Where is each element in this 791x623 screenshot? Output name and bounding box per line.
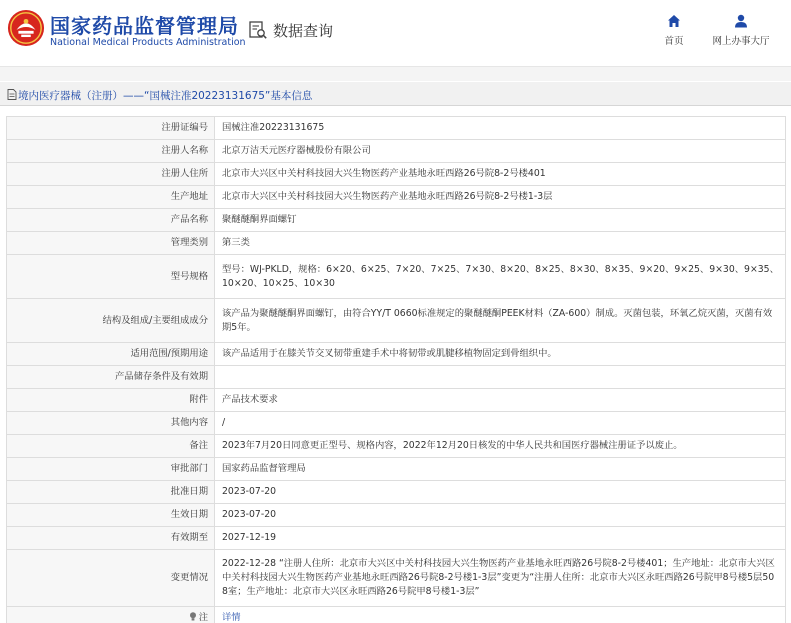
- row-label: 产品储存条件及有效期: [7, 366, 215, 389]
- table-row: [7, 607, 786, 623]
- row-value: 该产品为聚醚醚酮界面螺钉，由符合YY/T 0660标准规定的聚醚醚酮PEEK材料（ZA-600）制成。灭菌包装，环氧乙烷灭菌，灭菌有效期5年。: [215, 299, 786, 343]
- row-value: 北京市大兴区中关村科技园大兴生物医药产业基地永旺西路26号院8-2号楼1-3层: [215, 186, 786, 209]
- note-label-cell: [7, 607, 215, 623]
- row-label: 适用范围/预期用途: [7, 343, 215, 366]
- site-name-cn[interactable]: 国家药品监督管理局: [50, 14, 239, 38]
- row-value: 国械注准20223131675: [215, 117, 786, 140]
- table-row: [7, 163, 786, 186]
- row-label: 批准日期: [7, 481, 215, 504]
- record-title: 境内医疗器械（注册）——“国械注准20223131675”基本信息: [18, 90, 313, 102]
- user-icon: [734, 14, 748, 28]
- row-value: 2023-07-20: [215, 481, 786, 504]
- site-name-en[interactable]: National Medical Products Administration: [50, 37, 246, 48]
- row-value: 聚醚醚酮界面螺钉: [215, 209, 786, 232]
- row-value: 型号：WJ-PKLD，规格：6×20、6×25、7×20、7×25、7×30、8×20、8×25、8×30、8×35、9×20、9×25、9×30、9×35、10×20、10×25、10×30: [215, 255, 786, 299]
- gray-band: [0, 67, 791, 81]
- details-link[interactable]: 详情: [222, 612, 241, 623]
- table-row: [7, 299, 786, 343]
- row-label: 注册证编号: [7, 117, 215, 140]
- table-row: [7, 527, 786, 550]
- table-row: [7, 389, 786, 412]
- nmpa-emblem-icon[interactable]: [7, 9, 45, 47]
- table-row: [7, 255, 786, 299]
- device-info-table: [6, 116, 786, 623]
- row-value: 北京万洁天元医疗器械股份有限公司: [215, 140, 786, 163]
- table-row: [7, 412, 786, 435]
- row-value: 2027-12-19: [215, 527, 786, 550]
- row-value: 北京市大兴区中关村科技园大兴生物医药产业基地永旺西路26号院8-2号楼401: [215, 163, 786, 186]
- data-query-label: 数据查询: [273, 21, 334, 40]
- row-label: 审批部门: [7, 458, 215, 481]
- nav-home[interactable]: [662, 14, 686, 47]
- row-label: 生效日期: [7, 504, 215, 527]
- document-icon: [7, 89, 17, 100]
- row-label: 产品名称: [7, 209, 215, 232]
- row-label: 注册人名称: [7, 140, 215, 163]
- table-row: [7, 343, 786, 366]
- row-value: 国家药品监督管理局: [215, 458, 786, 481]
- nav-online-hall[interactable]: [708, 14, 774, 47]
- table-row: [7, 117, 786, 140]
- table-row: [7, 209, 786, 232]
- row-value: 2023年7月20日同意更正型号、规格内容，2022年12月20日核发的中华人民共和国医疗器械注册证予以废止。: [215, 435, 786, 458]
- search-document-icon: [248, 20, 268, 40]
- note-label: 注: [198, 612, 208, 623]
- row-label: 结构及组成/主要组成成分: [7, 299, 215, 343]
- note-value-cell: [215, 607, 786, 623]
- row-value: /: [215, 412, 786, 435]
- table-row: [7, 458, 786, 481]
- table-row: [7, 232, 786, 255]
- row-value: 该产品适用于在膝关节交叉韧带重建手术中将韧带或肌腱移植物固定到骨组织中。: [215, 343, 786, 366]
- table-row: [7, 481, 786, 504]
- row-label: 生产地址: [7, 186, 215, 209]
- row-label: 备注: [7, 435, 215, 458]
- record-title-bar: [0, 82, 791, 106]
- home-icon: [667, 14, 681, 28]
- site-header: [0, 0, 791, 66]
- row-value: [215, 366, 786, 389]
- row-label: 其他内容: [7, 412, 215, 435]
- data-query-title: [248, 19, 333, 41]
- row-label: 注册人住所: [7, 163, 215, 186]
- nav-online-hall-label: 网上办事大厅: [712, 36, 770, 47]
- row-value: 产品技术要求: [215, 389, 786, 412]
- table-row: [7, 366, 786, 389]
- nav-home-label: 首页: [664, 36, 684, 47]
- table-row: [7, 504, 786, 527]
- table-row: [7, 140, 786, 163]
- row-label: 有效期至: [7, 527, 215, 550]
- row-value: 2022-12-28 “注册人住所：北京市大兴区中关村科技园大兴生物医药产业基地永旺西路26号院8-2号楼401；生产地址：北京市大兴区中关村科技园大兴生物医药产业基地永旺西路26号院8-2号楼1-3层”变更为“注册人住所：北京市大兴区永旺西路26号院甲8号楼5层508室；生产地址：北京市大兴区永旺西路26号院甲8号楼1-3层”: [215, 550, 786, 607]
- row-label: 型号规格: [7, 255, 215, 299]
- row-label: 附件: [7, 389, 215, 412]
- table-row: [7, 435, 786, 458]
- row-label: 管理类别: [7, 232, 215, 255]
- row-value: 第三类: [215, 232, 786, 255]
- table-row: [7, 550, 786, 607]
- table-row: [7, 186, 786, 209]
- row-value: 2023-07-20: [215, 504, 786, 527]
- lightbulb-icon: [189, 612, 197, 621]
- row-label: 变更情况: [7, 550, 215, 607]
